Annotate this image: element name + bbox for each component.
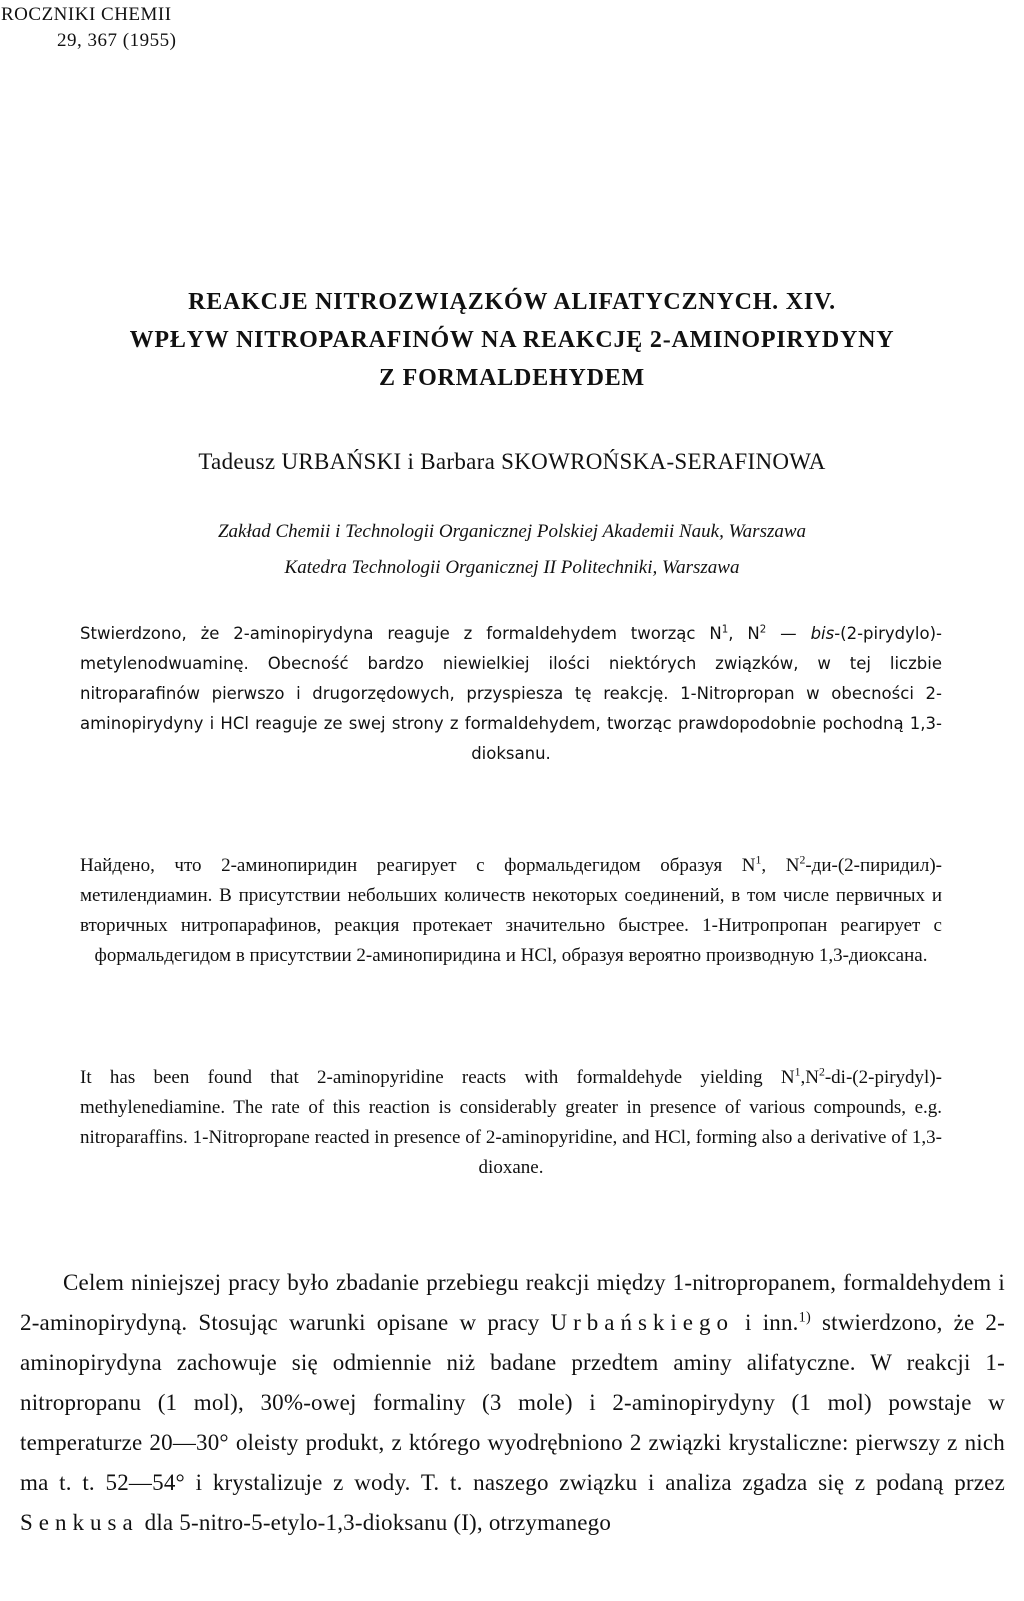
authors: Tadeusz URBAŃSKI i Barbara SKOWROŃSKA-SERAFINOWA xyxy=(198,449,826,474)
abstract-pl-text-4: -(2-pirydylo)-metylenodwuaminę. Obecność bardzo niewielkiej ilości niektórych związków, w tej liczbie nitroparafinów pierwszo i drugorzędowych, przyspiesza tę reakcję. 1-Nitropropan w obecności 2-aminopirydyny i HCl reaguje ze swej strony z formaldehydem, tworząc prawdopodobnie pochodną 1,3-dioksanu. xyxy=(80,624,942,763)
abstract-ru-text-3: -ди-(2-пиридил)-метилендиамин. В присутствии небольших количеств некоторых соединений, в том числе первичных и вторичных нитропарафинов, реакция протекает значительно быстрее. 1-Нитропропан реагирует с формальдегидом в присутствии 2-аминопиридина и HCl, образуя вероятно производную 1,3-диоксана. xyxy=(80,855,942,966)
affiliations xyxy=(0,514,1024,586)
title-line-3: Z FORMALDEHYDEM xyxy=(379,365,645,391)
abstract-russian xyxy=(80,851,942,971)
abstract-pl-text-2: , N xyxy=(728,624,760,643)
author-ref-senkus: Senkusa xyxy=(20,1510,139,1535)
body-text-3: stwierdzono, że 2-aminopirydyna zachowuje się odmiennie niż badane przedtem aminy alifatyczne. W reakcji 1-nitropropanu (1 mol), 30%-owej formaliny (3 mole) i 2-aminopirydyny (1 mol) powstaje w temperaturze 20—30° oleisty produkt, z którego wyodrębniono 2 związki krystaliczne: pierwszy z nich ma t. t. 52—54° i krystalizuje z wody. T. t. naszego związku i analiza zgadza się z podaną przez xyxy=(20,1310,1005,1495)
body-text-2: i inn. xyxy=(734,1310,799,1335)
abstract-ru-text-2: , N xyxy=(761,855,800,876)
body-paragraph xyxy=(20,1263,1005,1543)
affiliation-2: Katedra Technologii Organicznej II Politechniki, Warszawa xyxy=(284,557,740,578)
abstract-en-text-3: -di-(2-pirydyl)-methylenediamine. The rate of this reaction is considerably greater in presence of various compounds, e.g. nitroparaffins. 1-Nitropropane reacted in presence of 2-aminopyridine, and HCl, forming also a derivative of 1,3-dioxane. xyxy=(80,1067,942,1178)
abstract-pl-sup-1: 1 xyxy=(721,624,729,636)
abstract-ru-sup-1: 1 xyxy=(755,853,762,867)
abstract-ru-sup-2: 2 xyxy=(799,853,806,867)
abstract-ru-text-1: Найдено, что 2-аминопиридин реагирует с формальдегидом образуя N xyxy=(80,855,756,876)
body-text-4: dla 5-nitro-5-etylo-1,3-dioksanu (I), otrzymanego xyxy=(138,1510,612,1535)
abstract-pl-sup-2: 2 xyxy=(759,624,767,636)
journal-name: ROCZNIKI CHEMII xyxy=(1,4,172,25)
abstract-en-sup-2: 2 xyxy=(818,1065,825,1079)
body-text-1: Celem niniejszej pracy było zbadanie przebiegu reakcji między 1-nitropropanem, formaldehydem i 2-aminopirydyną. Stosując warunki opisane w pracy xyxy=(20,1270,1005,1335)
title-line-2: WPŁYW NITROPARAFINÓW NA REAKCJĘ 2-AMINOPIRYDYNY xyxy=(129,327,895,353)
journal-citation: 29, 367 (1955) xyxy=(57,30,177,51)
abstract-en-text-2: ,N xyxy=(800,1067,819,1088)
author-ref-urbanski: Urbańskiego xyxy=(550,1310,735,1335)
abstract-en-text-1: It has been found that 2-aminopyridine reacts with formaldehyde yielding N xyxy=(80,1067,795,1088)
journal-header xyxy=(1,2,176,54)
abstract-pl-bis: bis xyxy=(810,624,835,643)
abstract-pl-text-1: Stwierdzono, że 2-aminopirydyna reaguje z formaldehydem tworząc N xyxy=(80,624,722,643)
affiliation-1: Zakład Chemii i Technologii Organicznej Polskiej Akademii Nauk, Warszawa xyxy=(217,521,807,542)
abstract-english xyxy=(80,1063,942,1183)
abstract-en-sup-1: 1 xyxy=(794,1065,801,1079)
abstract-pl-text-3: — xyxy=(766,624,811,643)
abstract-polish xyxy=(80,619,942,769)
footnote-ref-1: 1) xyxy=(798,1309,811,1326)
title-line-1: REAKCJE NITROZWIĄZKÓW ALIFATYCZNYCH. XIV. xyxy=(188,289,836,315)
article-title xyxy=(0,283,1024,397)
